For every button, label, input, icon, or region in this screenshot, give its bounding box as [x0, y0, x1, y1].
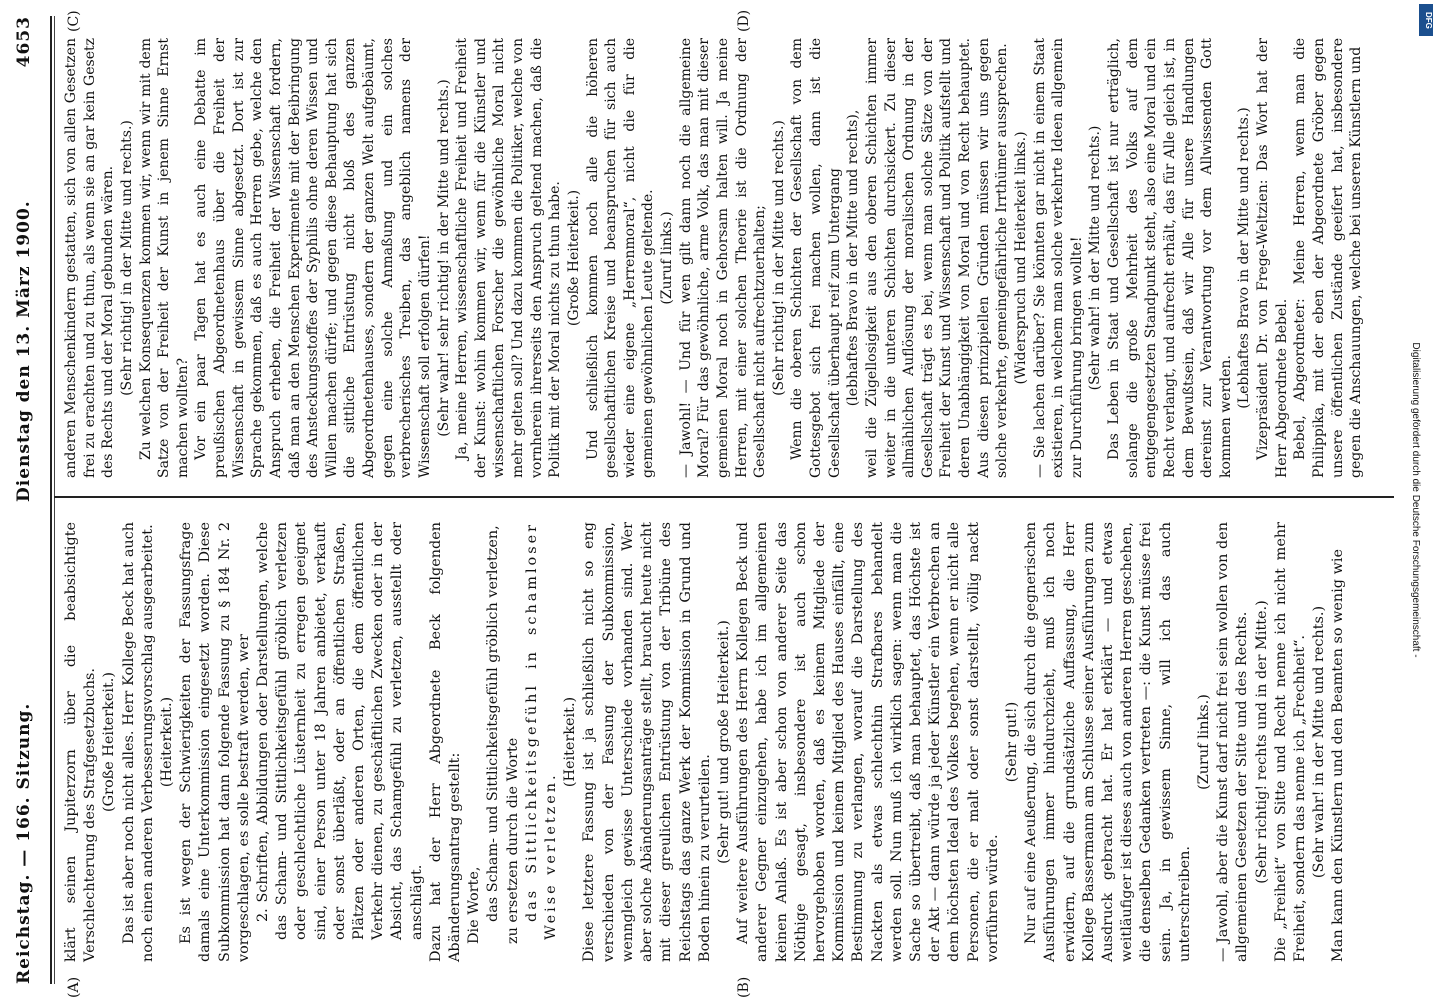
paragraph: Die Worte,: [466, 866, 483, 944]
page-number: 4653: [14, 16, 34, 68]
header-rule: [50, 16, 52, 984]
interjection: (Sehr richtig! rechts und in der Mitte.): [1253, 600, 1270, 884]
paragraph: Die „Freiheit“ von Sitte und Recht nenne ich nicht mehr Freiheit, sondern das nenne ich „Frechheit“.: [1272, 522, 1308, 962]
margin-mark-a: (A): [66, 976, 82, 998]
margin-mark-b: (B): [736, 976, 752, 998]
paragraph: Wenn die oberen Schichten der Gesellschaft von dem Gottesgebot sich frei machen wollen, dann ist die Gesellschaft überhaupt reif zum Untergang: [789, 38, 843, 478]
interjection: (Sehr richtig! in der Mitte und rechts.): [770, 120, 787, 396]
left-text-column: [62, 522, 1349, 962]
paragraph: Nur auf eine Aeußerung, die sich durch die gegnerischen Ausführungen immer hindurchzieht, muß ich noch erwidern, auf die grundsätzliche Auffassung, die Herr Kollege Bassermann am Schlusse seiner Ausführungen zum Ausdruck gebracht hat. Er hat erklärt — und etwas weitläufiger ist dieses auch von anderen Herren geschehen, die denselben Gedanken vertreten —: die Kunst müsse frei sein. Ja, in gewissem Sinne, will ich das auch unterschreiben.: [1023, 522, 1193, 962]
column-divider: [54, 496, 1394, 498]
paragraph: — Sie lachen darüber? Sie könnten gar nicht in einem Staat existieren, in welchem man solche verkehrte Ideen allgemein zur Durchführung bringen wollte!: [1031, 38, 1085, 478]
interjection: (Große Heiterkeit.): [565, 189, 582, 327]
interjection: (Sehr gut!): [1003, 701, 1020, 783]
interjection: (lebhaftes Bravo in der Mitte und rechts),: [845, 109, 862, 407]
header-left: Reichstag. — 166. Sitzung.: [14, 702, 34, 984]
quoted-clause: das Scham- und Sittlichkeitsgefühl gröblich verletzen,: [485, 525, 502, 922]
interjection: (Heiterkeit.): [159, 696, 176, 788]
paragraph: Das Leben in Staat und Gesellschaft ist nur erträglich, solange die große Mehrheit des Volks auf dem entgegengesetzten Standpunkt steht, also eine Moral und ein Recht verlangt, und aufrecht erhält, das für Alle gleich ist, in dem Bewußtsein, daß wir Alle für unsere Handlungen dereinst zur Verantwortung vor dem Allwissenden Gott kommen werden.: [1106, 38, 1234, 478]
speaker-paragraph: Vizepräsident Dr. von Frege-Weltzien: Das Wort hat der Herr Abgeordnete Bebel.: [1255, 38, 1290, 478]
margin-mark-d: (D): [736, 9, 752, 32]
interjection: (Zuruf links.): [1195, 694, 1212, 790]
paragraph: Das ist aber noch nicht alles. Herr Kollege Beck hat auch noch einen anderen Verbesserungsvorschlag ausgearbeitet.: [120, 522, 156, 962]
paragraph: Zu welchen Konsequenzen kommen wir, wenn wir mit dem Satze von der Freiheit der Kunst in jenem Sinne Ernst machen wollten?: [137, 38, 191, 478]
interjection: (Zuruf links.): [659, 211, 675, 305]
page-header: [6, 16, 52, 984]
interjection: (Sehr wahr! in der Mitte und rechts.): [1311, 605, 1328, 879]
dfg-logo: DFG: [1419, 4, 1433, 36]
header-rule-thin: [54, 16, 55, 984]
paragraph: Ja, meine Herren, wissenschaftliche Freiheit und Freiheit der Kunst: wohin kommen wir, wenn für die Künstler und wissenschaftlichen Forscher die gewöhnliche Moral nicht mehr gelten soll? Und dazu kommen die Politiker, welche von vornherein ihrerseits den Anspruch geltend machen, daß die Politik mit der Moral nichts zu thun habe.: [454, 38, 564, 478]
speaker-paragraph: Bebel, Abgeordneter: Meine Herren, wenn man die Philippika, mit der eben der Abgeordnete Gröber gegen unsere öffentlichen Zustände geeifert hat, insbesondere gegen die Anschauungen, welche bei unseren Künstlern und: [1292, 38, 1365, 478]
paragraph: Vor ein paar Tagen hat es auch eine Debatte im preußischen Abgeordnetenhaus über die Freiheit der Wissenschaft in gewissem Sinne abgesetzt. Dort ist zur Sprache gekommen, daß es auch Herren gebe, welche den Anspruch erheben, die Freiheit der Wissenschaft fordern, daß man an den Menschen Experimente mit der Beibringung des Ansteckungsstoffes der Syphilis ohne deren Wissen und Willen machen dürfe; und gegen diese Behauptung hat sich die sittliche Entrüstung nicht bloß des ganzen Abgeordnetenhauses, sondern der ganzen Welt aufgebäumt, gegen eine solche Anmaßung und ein solches verbrecherisches Treiben, das angeblich namens der Wissenschaft soll erfolgen dürfen!: [193, 38, 433, 478]
paragraph: Und schließlich kommen noch alle die höheren gesellschaftlichen Kreise und beanspruchen für sich auch wieder eine eigene „Herrenmoral“, nicht die für die gemeinen gewöhnlichen Leute geltende.: [584, 38, 657, 478]
interjection: (Sehr gut! und große Heiterkeit.): [715, 620, 732, 864]
right-text-column: [62, 38, 1366, 478]
interjection: (Lebhaftes Bravo in der Mitte und rechts.): [1236, 107, 1253, 409]
paragraph: Es ist wegen der Schwierigkeiten der Fassungsfrage damals eine Unterkommission eingesetzt worden. Diese Subkommission hat dann folgende Fassung zu § 184 Nr. 2 vorgeschlagen, es solle bestraft werden, wer: [178, 522, 252, 962]
quoted-clause: das Sittlichkeitsgefühl in schamloser Weise verletzen.: [523, 522, 560, 940]
funding-credit: Digitalisierung gefördert durch die Deutsche Forschungsgemeinschaft -: [1410, 342, 1421, 658]
paragraph: — Jawohl! — Und für wen gilt dann noch die allgemeine Moral? Für das gewöhnliche, arme Volk, das man mit dieser gemeinen Moral noch in Gehorsam halten will. Ja meine Herren, mit einer solchen Theorie ist die Ordnung der Gesellschaft nicht aufrechtzuerhalten;: [677, 38, 769, 478]
header-date: Dienstag den 13. März 1900.: [14, 200, 34, 502]
paragraph: Dazu hat der Herr Abgeordnete Beck folgenden Abänderungsantrag gestellt:: [427, 522, 464, 962]
paragraph: — Jawohl, aber die Kunst darf nicht frei sein wollen von den allgemeinen Gesetzen der Sitte und des Rechts.: [1215, 522, 1251, 962]
interjection: (Sehr richtig! in der Mitte und rechts.): [118, 120, 135, 396]
interjection: (Große Heiterkeit.): [101, 672, 118, 813]
interjection: (Sehr wahr! in der Mitte und rechts.): [1087, 125, 1104, 391]
paragraph: weil die Zügellosigkeit aus den oberen Schichten immer weiter in die unteren Schichten durchsickert. Zu dieser allmählichen Auflösung der moralischen Ordnung in der Gesellschaft trägt es bei, wenn man solche Sätze von der Freiheit der Kunst und Wissenschaft und Politik aufstellt und deren Unabhängigkeit von Moral und von Recht behauptet. Aus diesen prinzipiellen Gründen müssen wir uns gegen solche verkehrte, gemeingefährliche Irrthümer aussprechen.: [863, 38, 1011, 478]
interjection: (Sehr wahr! sehr richtig! in der Mitte und rechts.): [435, 79, 452, 437]
margin-mark-c: (C): [66, 10, 82, 32]
protocol-page: [6, 9, 1402, 998]
paragraph: anderen Menschenkindern gestatten, sich von allen Gesetzen frei zu erachten und zu thun, als wenn sie an gar kein Gesetz des Rechts und der Moral gebunden wären.: [63, 38, 117, 478]
paragraph: Man kann den Künstlern und den Beamten so wenig wie: [1330, 548, 1347, 962]
quoted-clause: 2. Schriften, Abbildungen oder Darstellungen, welche das Scham- und Sittlichkeitsgefühl gröblich verletzen oder geschlechtliche Lüsternheit zu erregen geeignet sind, einer Person unter 18 Jahren anbietet, verkauft oder sonst überläßt, oder an öffentlichen Straßen, Plätzen oder anderen Orten, die dem öffentlichen Verkehr dienen, zu geschäftlichen Zwecken oder in der Absicht, das Schamgefühl zu verletzen, ausstellt oder anschlägt.: [255, 522, 425, 940]
paragraph: klärt seinen Jupiterzorn über die beabsichtigte Verschlechterung des Strafgesetzbuchs.: [63, 522, 99, 962]
paragraph: Diese letztere Fassung ist ja schließlich nicht so eng verschieden von der Fassung der Subkommission, wenngleich gewisse Unterschiede vorhanden sind. Wer aber solche Abänderungsanträge stellt, braucht heute nicht mit dieser greulichen Entrüstung von der Tribüne des Reichstags das ganze Werk der Kommission in Grund und Boden hinein zu verurteilen.: [581, 522, 713, 962]
interjection: (Widerspruch und Heiterkeit links.): [1012, 131, 1029, 385]
paragraph: zu ersetzen durch die Worte: [504, 737, 521, 944]
paragraph: Auf weitere Ausführungen des Herrn Kollegen Beck und anderer Gegner einzugehen, habe ich im allgemeinen keinen Anlaß. Es ist aber schon von anderer Seite das Nöthige gesagt, insbesondere ist auch schon hervorgehoben worden, daß es keinem Mitgliede der Kommission und keinem Mitglied des Hauses einfällt, eine Bestimmung zu verlangen, worauf die Darstellung des Nackten als etwas schlechthin Strafbares behandelt werden soll. Nun muß ich wirklich sagen: wenn man die Sache so übertreibt, daß man behauptet, das Höchste ist der Akt — dann würde ja jeder Künstler ein Verbrechen an dem höchsten Ideal des Volkes begehen, wenn er nicht alle Personen, die er malt oder sonst darstellt, völlig nackt vorführen würde.: [735, 522, 1001, 962]
interjection: (Heiterkeit.): [562, 696, 579, 788]
